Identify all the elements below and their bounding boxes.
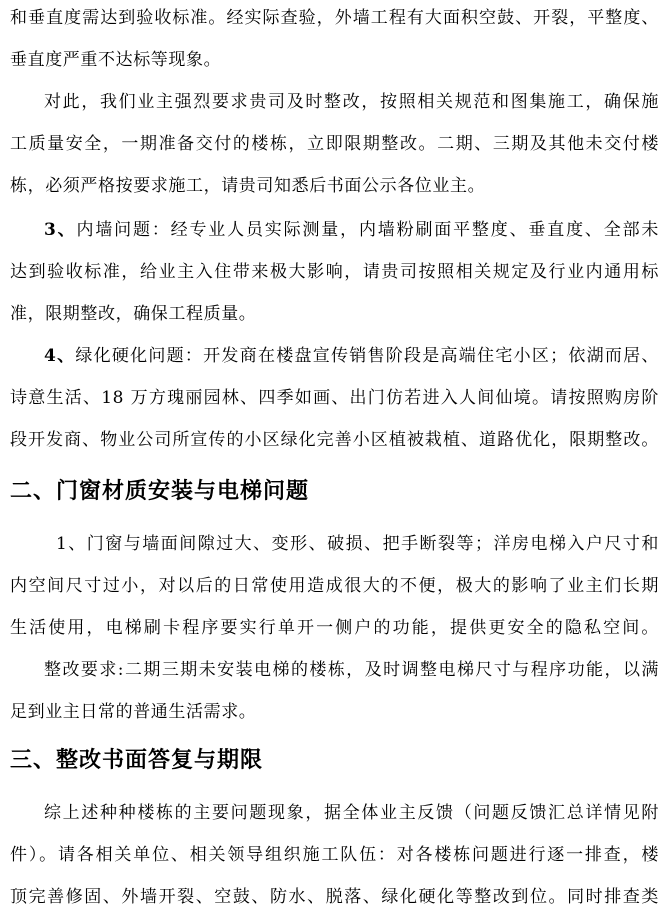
- paragraph-text: 内墙问题：经专业人员实际测量，内墙粉刷面平整度、垂直度、全部未: [76, 220, 659, 240]
- paragraph-line: 综上述种种楼栋的主要问题现象，据全体业主反馈（问题反馈汇总详情见附: [44, 803, 659, 823]
- paragraph-line: 1、门窗与墙面间隙过大、变形、破损、把手断裂等；洋房电梯入户尺寸和: [56, 534, 659, 554]
- paragraph-line: 顶完善修固、外墙开裂、空鼓、防水、脱落、绿化硬化等整改到位。同时排查类: [10, 887, 659, 907]
- paragraph-line: 对此，我们业主强烈要求贵司及时整改，按照相关规范和图集施工，确保施: [44, 92, 659, 112]
- paragraph-line: 段开发商、物业公司所宣传的小区绿化完善小区植被栽植、道路优化，限期整改。: [10, 430, 659, 450]
- paragraph-line: 垂直度严重不达标等现象。: [10, 50, 222, 70]
- paragraph-line: 生活使用，电梯刷卡程序要实行单开一侧户的功能，提供更安全的隐私空间。: [10, 618, 659, 638]
- paragraph-line: 准，限期整改，确保工程质量。: [10, 304, 257, 324]
- paragraph-line: 和垂直度需达到验收标准。经实际查验，外墙工程有大面积空鼓、开裂，平整度、: [10, 8, 659, 28]
- paragraph-line: 诗意生活、18 万方瑰丽园林、四季如画、出门仿若进入人间仙境。请按照购房阶: [10, 388, 659, 408]
- item-number: 3、: [44, 220, 77, 240]
- section-heading: 三、整改书面答复与期限: [10, 748, 264, 773]
- paragraph-text: 绿化硬化问题：开发商在楼盘宣传销售阶段是高端住宅小区；依湖而居、: [75, 346, 660, 366]
- paragraph-line: 件）。请各相关单位、相关领导组织施工队伍：对各楼栋问题进行逐一排查，楼: [10, 845, 659, 865]
- item-number: 4、: [44, 346, 76, 366]
- paragraph-line: 达到验收标准，给业主入住带来极大影响，请贵司按照相关规定及行业内通用标: [10, 262, 659, 282]
- paragraph-first-line: [44, 218, 659, 242]
- paragraph-line: 内空间尺寸过小，对以后的日常使用造成很大的不便，极大的影响了业主们长期: [10, 576, 659, 596]
- paragraph-first-line: [44, 344, 659, 368]
- paragraph-line: 工质量安全，一期准备交付的楼栋，立即限期整改。二期、三期及其他未交付楼: [10, 134, 659, 154]
- section-heading: 二、门窗材质安装与电梯问题: [10, 479, 310, 504]
- paragraph-line: 栋，必须严格按要求施工，请贵司知悉后书面公示各位业主。: [10, 176, 486, 196]
- paragraph-line: 足到业主日常的普通生活需求。: [10, 702, 257, 722]
- paragraph-line: 整改要求:二期三期未安装电梯的楼栋，及时调整电梯尺寸与程序功能，以满: [44, 660, 659, 680]
